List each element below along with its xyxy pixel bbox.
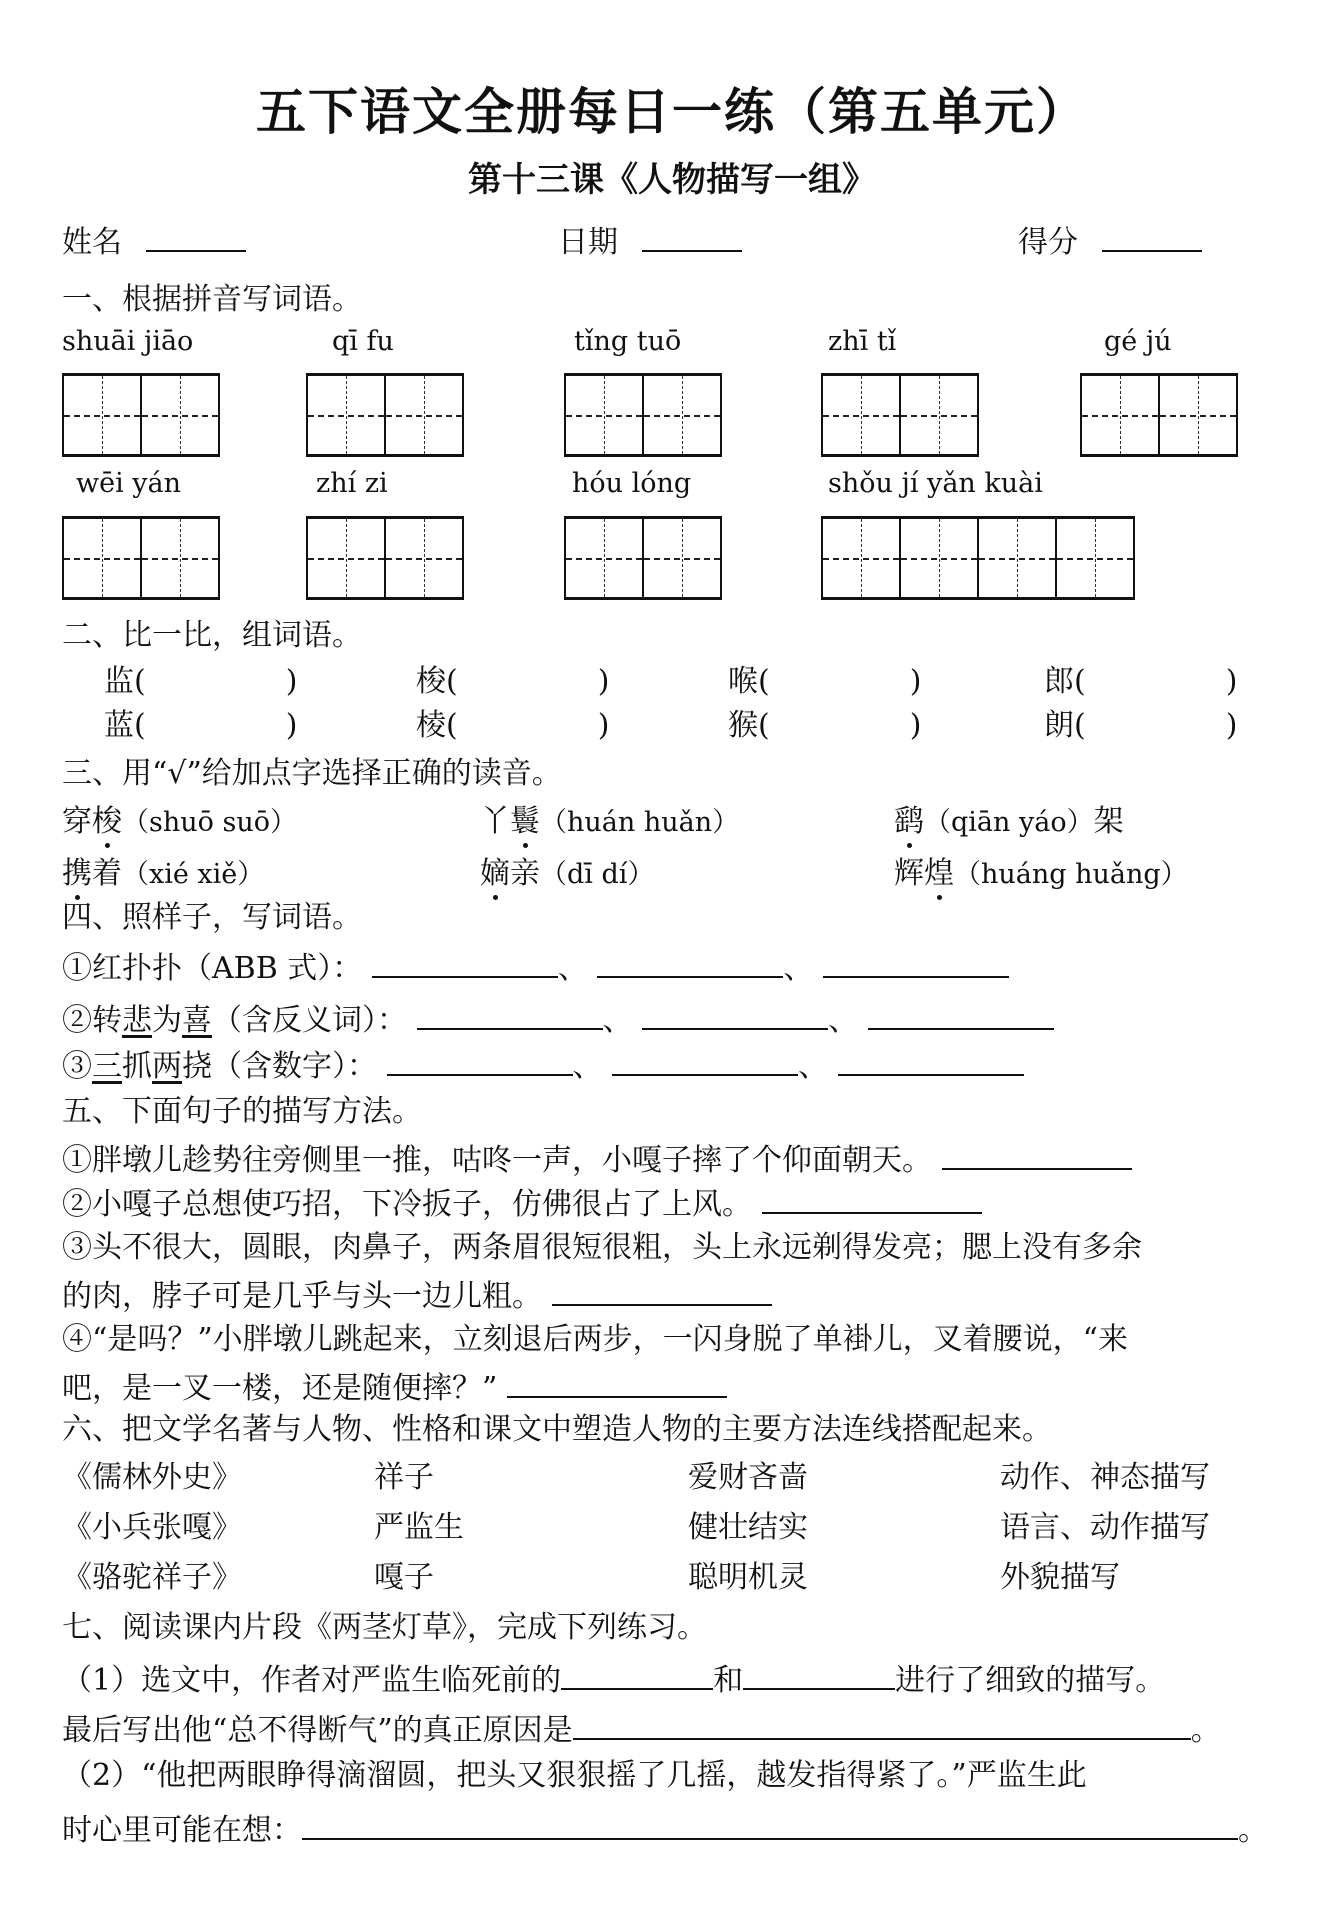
grid-cell[interactable]	[1160, 376, 1238, 454]
writing-grid[interactable]	[62, 516, 220, 600]
answer-line[interactable]	[573, 1710, 1191, 1740]
pinyin-options[interactable]: （shuō suō）	[122, 807, 297, 838]
pinyin-options[interactable]: （huán huǎn）	[540, 807, 740, 838]
writing-grid[interactable]	[821, 373, 979, 457]
pronunciation-item[interactable]: 辉煌（huáng huǎng）	[894, 856, 1188, 891]
question-1: （1）选文中，作者对严监生临死前的 和 进行了细致的描写。	[62, 1660, 1165, 1699]
answer-line[interactable]	[552, 1276, 772, 1306]
answer-line[interactable]	[942, 1140, 1132, 1170]
method-item[interactable]: 外貌描写	[1000, 1560, 1120, 1595]
grid-cell[interactable]	[308, 376, 386, 454]
section-4-heading: 四、照样子，写词语。	[62, 900, 362, 935]
pinyin-options[interactable]: （xié xiě）	[122, 859, 265, 890]
answer-line[interactable]	[417, 1000, 603, 1030]
pattern-item-2: ②转悲为喜（含反义词）： 、 、	[62, 1000, 1054, 1039]
trait-item[interactable]: 聪明机灵	[688, 1560, 808, 1595]
sentence-item: 的肉，脖子可是几乎与头一边儿粗。	[62, 1276, 772, 1315]
compare-item: 蓝( )	[104, 708, 298, 743]
pronunciation-item[interactable]: 携着（xié xiě）	[62, 856, 265, 891]
score-label: 得分	[1018, 225, 1078, 260]
sentence-item: 吧，是一叉一楼，还是随便摔？”	[62, 1368, 727, 1407]
dotted-char: 嫡	[480, 856, 510, 891]
answer-line[interactable]	[561, 1660, 713, 1690]
writing-grid[interactable]	[306, 516, 464, 600]
sentence-item: ③头不很大，圆眼，肉鼻子，两条眉很短很粗，头上永远剃得发亮；腮上没有多余	[62, 1230, 1142, 1265]
writing-grid[interactable]	[62, 373, 220, 457]
compare-item: 梭( )	[416, 664, 610, 699]
answer-line[interactable]	[597, 948, 783, 978]
sentence-item: ①胖墩儿趁势往旁侧里一推，咕咚一声，小嘎子摔了个仰面朝天。	[62, 1140, 1132, 1179]
book-item[interactable]: 《儒林外史》	[62, 1460, 242, 1495]
compare-item: 郎( )	[1044, 664, 1238, 699]
dotted-char: 梭	[92, 804, 122, 839]
pattern-item-3: ③三抓两挠（含数字）： 、 、	[62, 1046, 1024, 1085]
character-item[interactable]: 严监生	[374, 1510, 464, 1545]
compare-item: 棱( )	[416, 708, 610, 743]
grid-cell[interactable]	[566, 376, 644, 454]
writing-grid[interactable]	[564, 373, 722, 457]
answer-line[interactable]	[387, 1046, 573, 1076]
grid-cell[interactable]	[823, 376, 901, 454]
pinyin-label: tǐng tuō	[574, 326, 682, 357]
pronunciation-item[interactable]: 穿梭（shuō suō）	[62, 804, 297, 839]
method-item[interactable]: 动作、神态描写	[1000, 1460, 1210, 1495]
pinyin-label: zhí zi	[316, 468, 388, 499]
dotted-char: 鬟	[510, 804, 540, 839]
compare-item: 监( )	[104, 664, 298, 699]
sentence-item: ②小嘎子总想使巧招，下冷扳子，仿佛很占了上风。	[62, 1184, 982, 1223]
section-6-heading: 六、把文学名著与人物、性格和课文中塑造人物的主要方法连线搭配起来。	[62, 1412, 1052, 1447]
answer-line[interactable]	[823, 948, 1009, 978]
compare-item: 朗( )	[1044, 708, 1238, 743]
grid-cell[interactable]	[644, 519, 722, 597]
section-7-heading: 七、阅读课内片段《两茎灯草》，完成下列练习。	[62, 1610, 707, 1645]
grid-cell[interactable]	[1082, 376, 1160, 454]
character-item[interactable]: 祥子	[374, 1460, 434, 1495]
writing-grid[interactable]	[821, 516, 1135, 600]
score-field	[1018, 222, 1202, 261]
pattern-item-1: ①红扑扑（ABB 式）： 、 、	[62, 948, 1009, 987]
book-item[interactable]: 《骆驼祥子》	[62, 1560, 242, 1595]
pinyin-label: gé jú	[1104, 326, 1172, 357]
sentence-item: ④“是吗？”小胖墩儿跳起来，立刻退后两步，一闪身脱了单褂儿，叉着腰说，“来	[62, 1322, 1129, 1357]
answer-line[interactable]	[372, 948, 558, 978]
answer-line[interactable]	[612, 1046, 798, 1076]
pinyin-options[interactable]: （huáng huǎng）	[954, 859, 1188, 890]
date-field	[558, 222, 742, 261]
dotted-char: 携	[62, 856, 92, 891]
question-2-cont: 时心里可能在想： 。	[62, 1810, 1268, 1849]
page-title: 五下语文全册每日一练（第五单元）	[256, 83, 1088, 141]
date-input-line[interactable]	[642, 222, 742, 252]
name-field	[62, 222, 246, 261]
pinyin-label: shuāi jiāo	[62, 326, 194, 357]
dotted-char: 煌	[924, 856, 954, 891]
answer-line[interactable]	[302, 1810, 1238, 1840]
character-item[interactable]: 嘎子	[374, 1560, 434, 1595]
answer-line[interactable]	[838, 1046, 1024, 1076]
pinyin-label: wēi yán	[76, 468, 182, 499]
answer-line[interactable]	[743, 1660, 895, 1690]
writing-grid[interactable]	[306, 373, 464, 457]
trait-item[interactable]: 爱财吝啬	[688, 1460, 808, 1495]
pronunciation-item[interactable]: 丫鬟（huán huǎn）	[480, 804, 740, 839]
pinyin-options[interactable]: （qiān yáo）	[924, 807, 1094, 838]
question-1-cont: 最后写出他“总不得断气”的真正原因是 。	[62, 1710, 1221, 1749]
pronunciation-item[interactable]: 嫡亲（dī dí）	[480, 856, 655, 891]
grid-cell[interactable]	[823, 519, 901, 597]
grid-cell[interactable]	[901, 376, 979, 454]
writing-grid[interactable]	[1080, 373, 1238, 457]
writing-grid[interactable]	[564, 516, 722, 600]
grid-cell[interactable]	[979, 519, 1057, 597]
grid-cell[interactable]	[142, 376, 220, 454]
date-label: 日期	[558, 225, 618, 260]
pinyin-label: qī fu	[332, 326, 394, 357]
grid-cell[interactable]	[64, 376, 142, 454]
grid-cell[interactable]	[386, 519, 464, 597]
book-item[interactable]: 《小兵张嘎》	[62, 1510, 242, 1545]
name-label: 姓名	[62, 225, 122, 260]
answer-line[interactable]	[642, 1000, 828, 1030]
grid-cell[interactable]	[308, 519, 386, 597]
pinyin-label: shǒu jí yǎn kuài	[828, 468, 1043, 499]
answer-line[interactable]	[507, 1368, 727, 1398]
trait-item[interactable]: 健壮结实	[688, 1510, 808, 1545]
pronunciation-item[interactable]: 鹞（qiān yáo）架	[894, 804, 1124, 839]
method-item[interactable]: 语言、动作描写	[1000, 1510, 1210, 1545]
grid-cell[interactable]	[566, 519, 644, 597]
pinyin-options[interactable]: （dī dí）	[540, 859, 655, 890]
pinyin-label: zhī tǐ	[828, 326, 897, 357]
section-3-heading: 三、用“√”给加点字选择正确的读音。	[62, 756, 562, 791]
section-5-heading: 五、下面句子的描写方法。	[62, 1094, 422, 1129]
lesson-subtitle: 第十三课《人物描写一组》	[468, 160, 876, 200]
grid-cell[interactable]	[901, 519, 979, 597]
grid-cell[interactable]	[644, 376, 722, 454]
grid-cell[interactable]	[1057, 519, 1135, 597]
pinyin-label: hóu lóng	[572, 468, 692, 499]
question-2: （2）“他把两眼睁得滴溜圆，把头又狠狠摇了几摇，越发指得紧了。”严监生此	[62, 1758, 1087, 1793]
name-input-line[interactable]	[146, 222, 246, 252]
grid-cell[interactable]	[142, 519, 220, 597]
dotted-char: 鹞	[894, 804, 924, 839]
compare-item: 猴( )	[728, 708, 922, 743]
compare-item: 喉( )	[728, 664, 922, 699]
answer-line[interactable]	[762, 1184, 982, 1214]
grid-cell[interactable]	[386, 376, 464, 454]
section-2-heading: 二、比一比，组词语。	[62, 618, 362, 653]
grid-cell[interactable]	[64, 519, 142, 597]
score-input-line[interactable]	[1102, 222, 1202, 252]
answer-line[interactable]	[868, 1000, 1054, 1030]
section-1-heading: 一、根据拼音写词语。	[62, 282, 362, 317]
